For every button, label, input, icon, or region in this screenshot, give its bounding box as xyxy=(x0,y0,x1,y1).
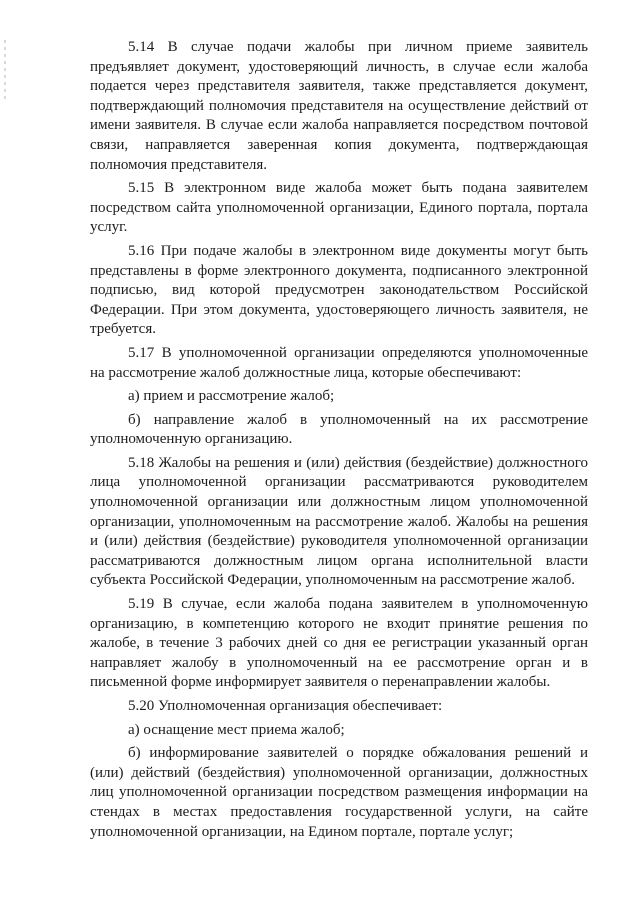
list-item-5-20-a: а) оснащение мест приема жалоб; xyxy=(128,721,345,738)
list-item-5-17-a: а) прием и рассмотрение жалоб; xyxy=(128,388,335,405)
list-item-5-20-b: б) информирование заявителей о порядке обжалования решений и (или) действий (бездействия) уполномоченной организации, должностных лиц уполномоченной организации посредством размещения информации на стендах в местах предоставления государственной услуги, на сайте уполномоченной организации, на Едином портале, портале услуг; xyxy=(90,745,588,840)
paragraph-5-19: 5.19 В случае, если жалоба подана заявителем в уполномоченную организацию, в компетенцию которого не входит принятие решения по жалобе, в течение 3 рабочих дней со дня ее регистрации указанный орган направляет жалобу в уполномоченный на ее рассмотрение орган и в письменной форме информирует заявителя о перенаправлении жалобы. xyxy=(90,596,588,691)
paragraph-5-17: 5.17 В уполномоченной организации определяются уполномоченные на рассмотрение жалоб должностные лица, которые обеспечивают: xyxy=(90,344,588,381)
document-page xyxy=(90,38,588,842)
paragraph-5-14: 5.14 В случае подачи жалобы при личном приеме заявитель предъявляет документ, удостоверяющий личность, в случае если жалоба подается через представителя заявителя, также представляется документ, подтверждающий полномочия представителя на осуществление действий от имени заявителя. В случае если жалоба направляется посредством почтовой связи, направляется заверенная копия документа, подтверждающая полномочия представителя. xyxy=(90,39,588,173)
paragraph-5-20: 5.20 Уполномоченная организация обеспечивает: xyxy=(128,698,443,714)
list-item-5-17-b: б) направление жалоб в уполномоченный на их рассмотрение уполномоченную организацию. xyxy=(90,411,588,448)
paragraph-5-15: 5.15 В электронном виде жалоба может быть подана заявителем посредством сайта уполномоченной организации, Единого портала, портала услуг. xyxy=(90,180,588,236)
scan-edge-artifact xyxy=(4,40,6,100)
paragraph-5-18: 5.18 Жалобы на решения и (или) действия (бездействие) должностного лица уполномоченной организации рассматриваются руководителем уполномоченной организации или должностным лицом уполномоченной организации, уполномоченным на рассмотрение жалоб. Жалобы на решения и (или) действия (бездействие) руководителя уполномоченной организации рассматриваются должностным лицом органа исполнительной власти субъекта Российской Федерации, уполномоченным на рассмотрение жалоб. xyxy=(90,454,588,589)
paragraph-5-16: 5.16 При подаче жалобы в электронном виде документы могут быть представлены в форме электронного документа, подписанного электронной подписью, вид которой предусмотрен законодательством Российской Федерации. При этом документа, удостоверяющего личность заявителя, не требуется. xyxy=(90,242,588,338)
